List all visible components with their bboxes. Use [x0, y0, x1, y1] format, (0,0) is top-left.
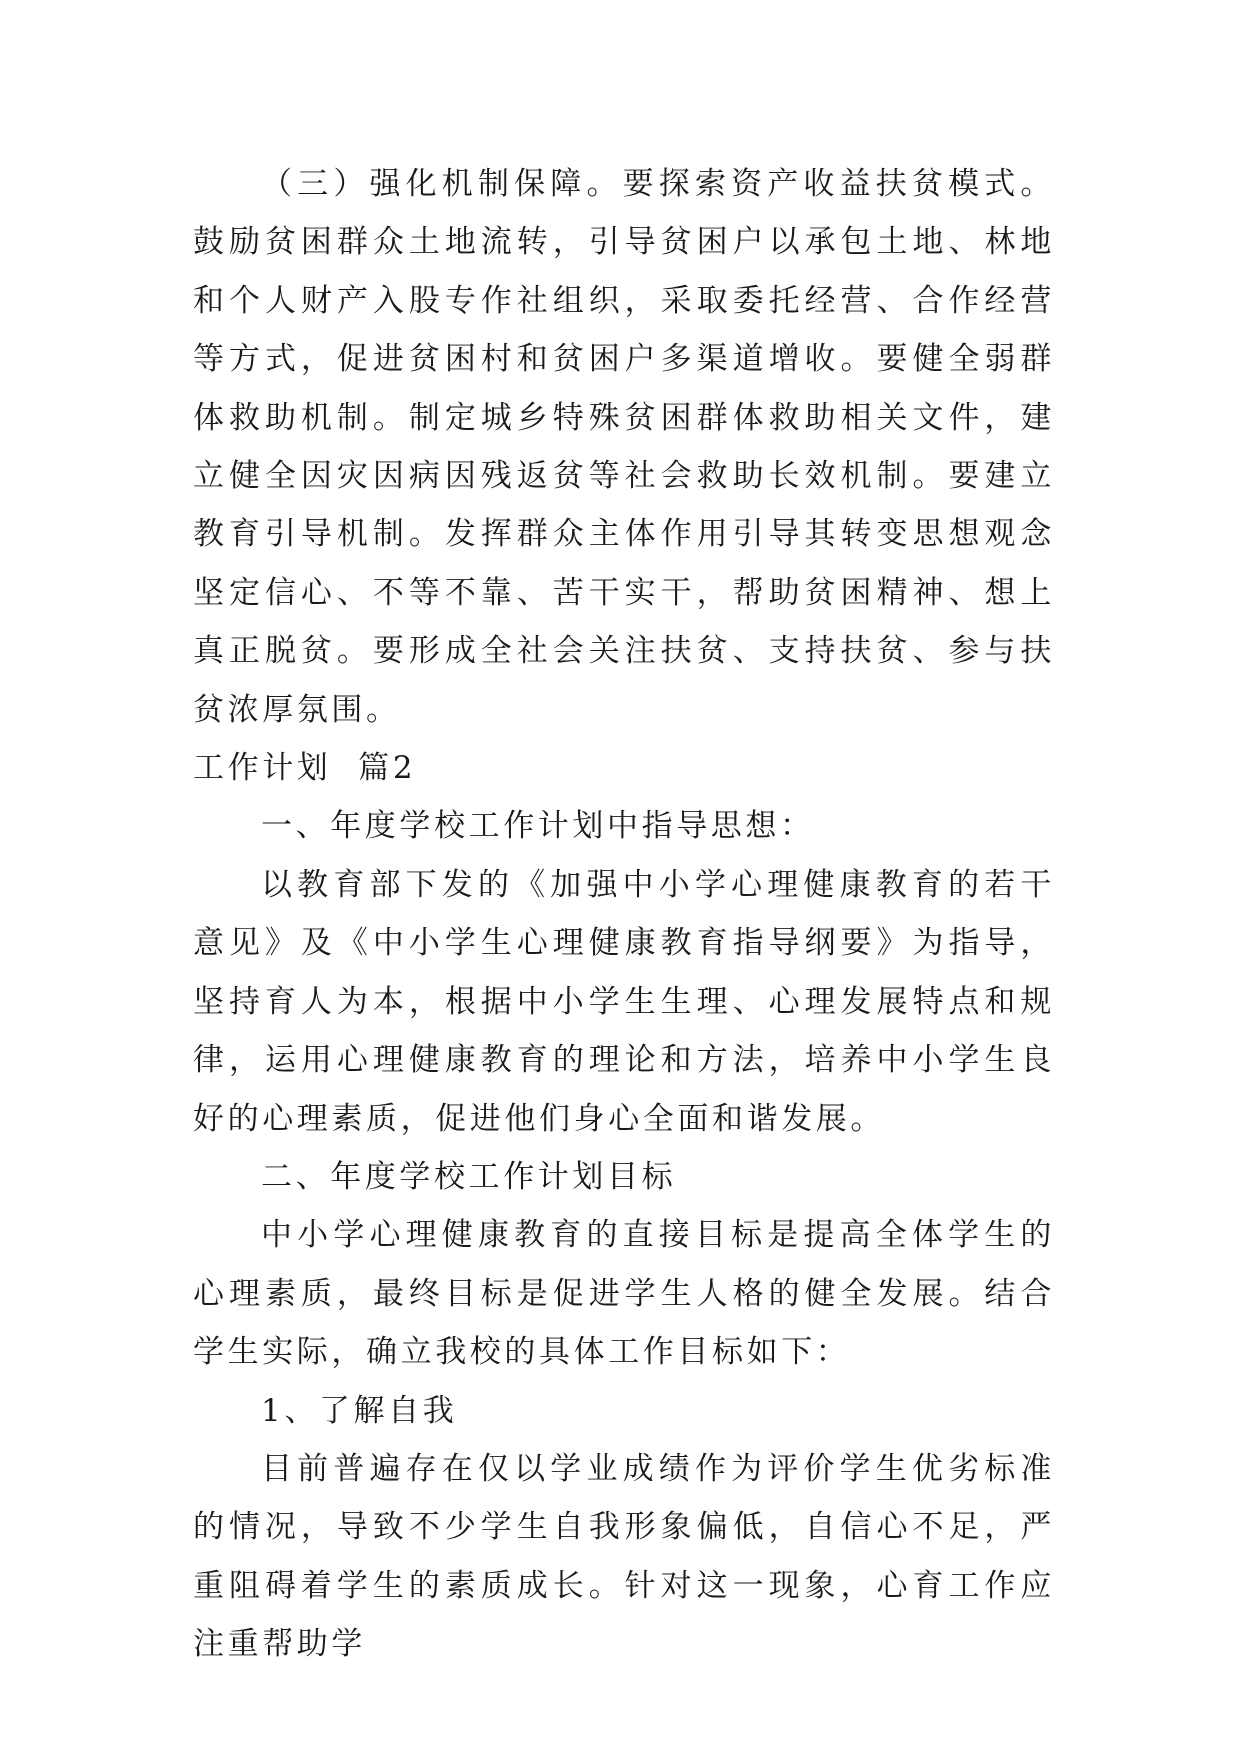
paragraph-plan-goals-title: 二、年度学校工作计划目标 — [261, 1158, 677, 1195]
paragraph-know-yourself-title: 1、了解自我 — [261, 1392, 458, 1429]
paragraph-guiding-ideology-title: 一、年度学校工作计划中指导思想： — [261, 808, 815, 845]
section-heading-work-plan-2: 工作计划 篇2 — [193, 750, 417, 787]
paragraph-guiding-ideology: 以教育部下发的《加强中小学心理健康教育的若干意见》及《中小学生心理健康教育指导纲要》为指导，坚持育人为本，根据中小学生生理、心理发展特点和规律，运用心理健康教育的理论和方法，培养中小学生良好的心理素质，促进他们身心全面和谐发展。 — [193, 866, 1055, 1137]
paragraph-know-yourself: 目前普遍存在仅以学业成绩作为评价学生优劣标准的情况，导致不少学生自我形象偏低，自信心不足，严重阻碍着学生的素质成长。针对这一现象，心育工作应注重帮助学 — [193, 1450, 1055, 1663]
paragraph-plan-goals: 中小学心理健康教育的直接目标是提高全体学生的心理素质，最终目标是促进学生人格的健全发展。结合学生实际，确立我校的具体工作目标如下： — [193, 1217, 1055, 1371]
document-body — [193, 155, 1055, 1674]
paragraph-mechanism-guarantee: （三）强化机制保障。要探索资产收益扶贫模式。鼓励贫困群众土地流转，引导贫困户以承包土地、林地和个人财产入股专作社组织，采取委托经营、合作经营等方式，促进贫困村和贫困户多渠道增收。要健全弱群体救助机制。制定城乡特殊贫困群体救助相关文件，建立健全因灾因病因残返贫等社会救助长效机制。要建立教育引导机制。发挥群众主体作用引导其转变思想观念坚定信心、不等不靠、苦干实干，帮助贫困精神、想上真正脱贫。要形成全社会关注扶贫、支持扶贫、参与扶贫浓厚氛围。 — [193, 166, 1055, 728]
